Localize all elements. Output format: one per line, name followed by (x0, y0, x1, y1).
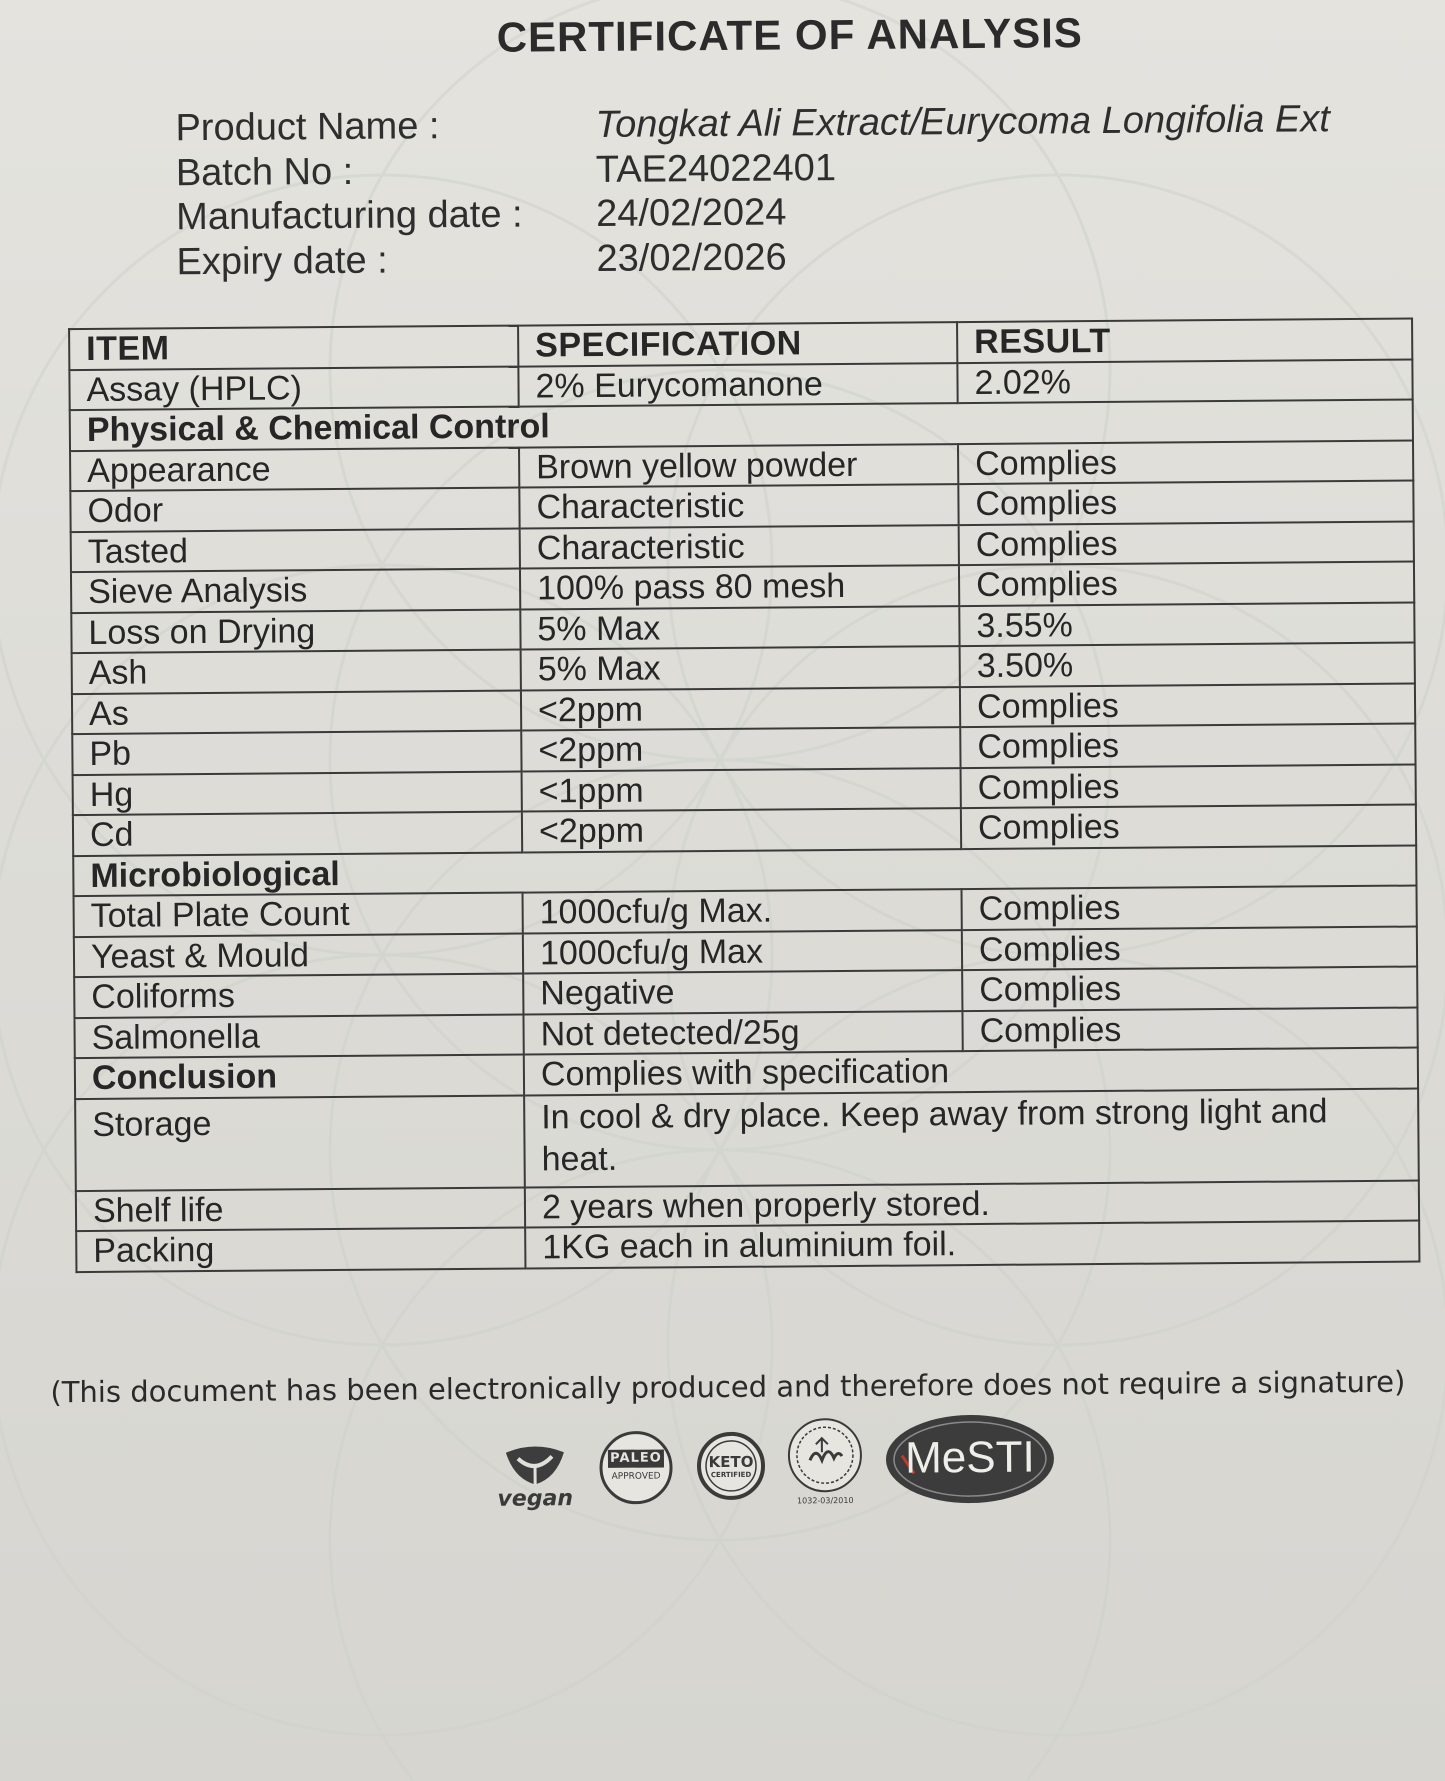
mesti-label: MeSTI (904, 1432, 1035, 1483)
row-specification: Negative (523, 970, 962, 1014)
row-item: Hg (73, 771, 522, 815)
row-result: Complies (960, 724, 1415, 768)
analysis-table (68, 318, 1420, 1273)
halal-code-label: 1032-03/2010 (797, 1495, 854, 1506)
paleo-approved-logo (598, 1429, 675, 1506)
row-specification: 5% Max (520, 606, 959, 650)
electronic-signature-note: (This document has been electronically produced and therefore does not require a signature) (50, 1364, 1406, 1410)
row-result: Complies (959, 521, 1414, 565)
row-result: 3.55% (959, 602, 1414, 646)
row-item: Loss on Drying (71, 609, 520, 653)
conclusion-label: Conclusion (75, 1055, 524, 1099)
mesti-logo (884, 1412, 1057, 1505)
row-item: Cd (73, 812, 522, 856)
row-result: Complies (961, 886, 1416, 930)
certification-logos (494, 1412, 1055, 1526)
keto-certified-label: CERTIFIED (710, 1470, 752, 1480)
row-item: Assay (HPLC) (69, 366, 518, 410)
row-result: Complies (962, 967, 1417, 1011)
row-result: Complies (961, 764, 1416, 808)
halal-seal-icon (786, 1416, 865, 1495)
row-specification: Characteristic (520, 525, 959, 569)
row-specification: 1000cfu/g Max. (523, 889, 962, 933)
row-item: As (72, 690, 521, 734)
header-specification: SPECIFICATION (518, 322, 957, 366)
header-result: RESULT (957, 319, 1412, 363)
row-item: Coliforms (74, 974, 523, 1018)
header-item: ITEM (69, 326, 518, 370)
row-item: Pb (72, 731, 521, 775)
row-specification: <2ppm (521, 687, 960, 731)
product-name-label: Product Name : (175, 105, 440, 150)
packing-label: Packing (76, 1228, 525, 1272)
vegan-logo (494, 1434, 577, 1515)
row-result: Complies (958, 481, 1413, 525)
document-title: CERTIFICATE OF ANALYSIS (496, 9, 1084, 61)
row-result: Complies (961, 805, 1416, 849)
keto-label: KETO (708, 1452, 754, 1472)
row-item: Appearance (70, 447, 519, 491)
storage-row (75, 1088, 1419, 1191)
row-result: Complies (958, 440, 1413, 484)
batch-no-value: TAE24022401 (595, 146, 837, 191)
row-result: Complies (962, 926, 1417, 970)
row-result: Complies (960, 683, 1415, 727)
packing-value: 1KG each in aluminium foil. (525, 1221, 1419, 1269)
row-specification: <2ppm (521, 727, 960, 771)
row-specification: Brown yellow powder (519, 444, 958, 488)
row-result: 3.50% (960, 643, 1415, 687)
row-result: 2.02% (957, 359, 1412, 403)
row-result: Complies (962, 1007, 1417, 1051)
shelf-life-value: 2 years when properly stored. (525, 1180, 1419, 1228)
row-item: Sieve Analysis (71, 569, 520, 613)
row-specification: <1ppm (522, 768, 961, 812)
row-item: Yeast & Mould (74, 933, 523, 977)
row-specification: Not detected/25g (523, 1011, 962, 1055)
row-item: Total Plate Count (74, 893, 523, 937)
row-result: Complies (959, 562, 1414, 606)
shelf-life-label: Shelf life (76, 1187, 525, 1231)
storage-value: In cool & dry place. Keep away from strong light and heat. (524, 1088, 1419, 1187)
section-title: Physical & Chemical Control (70, 400, 1413, 451)
keto-certified-logo (696, 1431, 767, 1502)
halal-logo (786, 1416, 865, 1513)
manufacturing-date-value: 24/02/2024 (596, 191, 787, 235)
expiry-date-value: 23/02/2026 (596, 235, 787, 280)
row-item: Odor (70, 488, 519, 532)
expiry-date-label: Expiry date : (176, 239, 388, 283)
expiry-date-row (176, 230, 1376, 284)
section-title: Microbiological (73, 845, 1416, 896)
row-item: Ash (72, 650, 521, 694)
storage-label: Storage (75, 1095, 525, 1191)
row-item: Salmonella (74, 1014, 523, 1058)
paleo-approved-label: APPROVED (611, 1471, 661, 1482)
vegan-label: vegan (497, 1486, 574, 1512)
row-item: Tasted (71, 528, 520, 572)
paleo-label: PALEO (610, 1450, 662, 1466)
product-name-value: Tongkat Ali Extract/Eurycoma Longifolia Ext (595, 98, 1330, 146)
product-info-block (175, 97, 1376, 284)
row-specification: <2ppm (522, 808, 961, 852)
row-specification: 100% pass 80 mesh (520, 565, 959, 609)
conclusion-value: Complies with specification (524, 1048, 1418, 1096)
row-specification: 2% Eurycomanone (518, 363, 957, 407)
row-specification: 5% Max (521, 646, 960, 690)
batch-no-label: Batch No : (175, 150, 354, 194)
row-specification: Characteristic (519, 484, 958, 528)
manufacturing-date-label: Manufacturing date : (176, 193, 523, 239)
row-specification: 1000cfu/g Max (523, 930, 962, 974)
